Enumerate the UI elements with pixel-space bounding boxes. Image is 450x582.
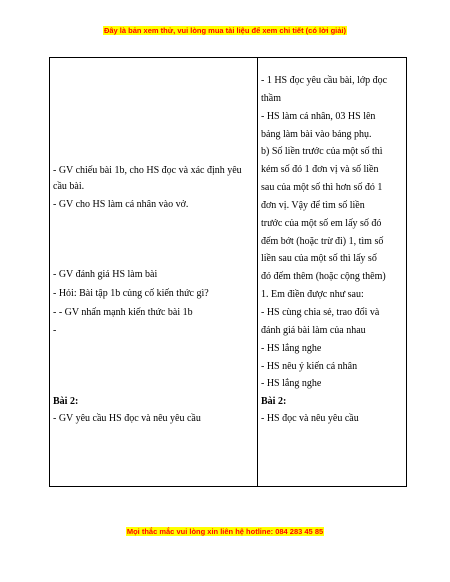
student-line: đó đếm thêm (hoặc cộng thêm) — [261, 271, 386, 282]
student-line: - HS làm cá nhân, 03 HS lên — [261, 111, 376, 122]
student-line: b) Số liền trước của một số thì — [261, 146, 383, 157]
student-line: kém số đó 1 đơn vị và số liền — [261, 164, 379, 175]
student-line: sau của một số thì hơn số đó 1 — [261, 182, 383, 193]
student-line: - HS nêu ý kiến cá nhân — [261, 361, 358, 372]
teacher-line: - Hỏi: Bài tập 1b củng cố kiến thức gì? — [53, 288, 209, 299]
column-divider — [257, 58, 258, 486]
student-line: 1. Em điền được như sau: — [261, 289, 364, 300]
student-line: - HS lắng nghe — [261, 378, 322, 389]
student-line: - HS lắng nghe — [261, 343, 322, 354]
student-line: đơn vị. Vậy để tìm số liền — [261, 200, 365, 211]
student-line: - HS cùng chia sẻ, trao đổi và — [261, 307, 380, 318]
student-line: thầm — [261, 93, 281, 104]
section-heading-bai-2: Bài 2: — [53, 396, 79, 407]
hotline-text: Mọi thắc mắc vui lòng xin liên hệ hotline: 084 283 45 85 — [126, 527, 324, 536]
section-heading-bai-2: Bài 2: — [261, 396, 287, 407]
teacher-line: - GV cho HS làm cá nhân vào vở. — [53, 199, 189, 210]
student-line: trước của một số em lấy số đó — [261, 218, 382, 229]
teacher-line: - — [53, 325, 57, 336]
student-line: đếm bớt (hoặc trừ đi) 1, tìm số — [261, 236, 384, 247]
teacher-line: cầu bài. — [53, 181, 85, 192]
teacher-line: - GV đánh giá HS làm bài — [53, 269, 158, 280]
student-line: bảng làm bài vào bảng phụ. — [261, 129, 372, 140]
student-line: - 1 HS đọc yêu cầu bài, lớp đọc — [261, 75, 388, 86]
teacher-line: - GV chiếu bài 1b, cho HS đọc và xác định yêu — [53, 165, 242, 176]
preview-notice-banner — [0, 26, 450, 35]
student-line: liền sau của một số thì lấy số — [261, 253, 377, 264]
teacher-line: - - GV nhấn mạnh kiến thức bài 1b — [53, 307, 193, 318]
hotline-banner — [0, 527, 450, 536]
lesson-table — [49, 57, 407, 487]
preview-notice-text: Đây là bản xem thử, vui lòng mua tài liệu để xem chi tiết (có lời giải) — [103, 26, 347, 35]
student-line: đánh giá bài làm của nhau — [261, 325, 366, 336]
teacher-line: - GV yêu cầu HS đọc và nêu yêu cầu — [53, 413, 201, 424]
student-line: - HS đọc và nêu yêu cầu — [261, 413, 359, 424]
